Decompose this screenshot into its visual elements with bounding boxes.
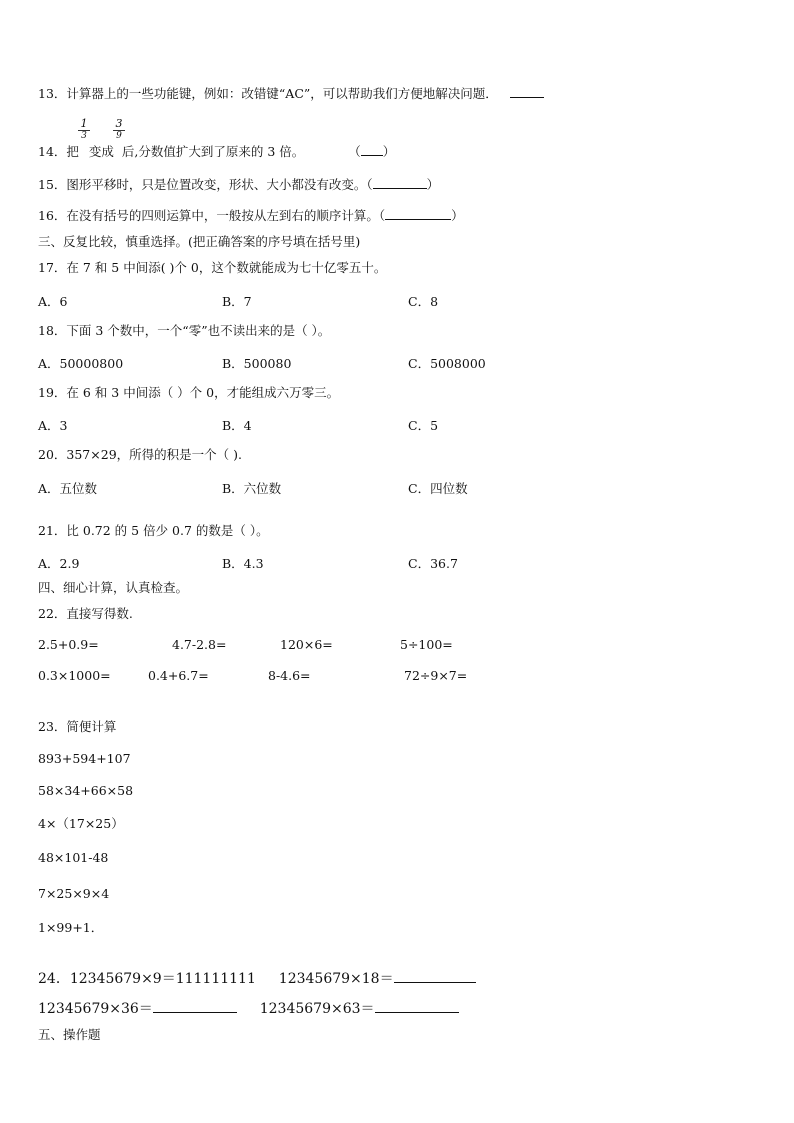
question-24-line-2: 12345679×36＝ 12345679×63＝ — [38, 1000, 459, 1017]
question-23-title: 23．简便计算 — [38, 719, 117, 734]
question-24-line-1: 24．12345679×9＝111111111 12345679×18＝ — [38, 970, 476, 987]
question-14: 14．把 变成 后,分数值扩大到了原来的 3 倍。 （ ） — [38, 144, 396, 159]
section-4-title: 四、细心计算，认真检查。 — [38, 580, 189, 595]
calc-item: 72÷9×7= — [404, 668, 468, 683]
option-b[interactable]: B．500080 — [222, 356, 292, 371]
option-b[interactable]: B．4 — [222, 418, 252, 433]
option-a[interactable]: A．3 — [38, 418, 68, 433]
calc-item: 8-4.6= — [268, 668, 311, 683]
option-c[interactable]: C．36.7 — [408, 556, 458, 571]
question-16: 16．在没有括号的四则运算中，一般按从左到右的顺序计算。（ ） — [38, 208, 464, 223]
option-c[interactable]: C．5008000 — [408, 356, 486, 371]
answer-blank[interactable] — [385, 207, 451, 220]
calc-item: 2.5+0.9= — [38, 637, 99, 652]
option-a[interactable]: A．6 — [38, 294, 68, 309]
calc-item: 120×6= — [280, 637, 333, 652]
option-b[interactable]: B．7 — [222, 294, 252, 309]
option-a[interactable]: A．五位数 — [38, 481, 98, 496]
question-15: 15．图形平移时，只是位置改变，形状、大小都没有改变。（ ） — [38, 177, 440, 192]
question-13-text: 13．计算器上的一些功能键，例如：改错键“AC”，可以帮助我们方便地解决问题． — [38, 86, 498, 101]
calc-item: 0.3×1000= — [38, 668, 111, 683]
option-b[interactable]: B．4.3 — [222, 556, 264, 571]
option-c[interactable]: C．5 — [408, 418, 439, 433]
simplify-item: 48×101-48 — [38, 850, 109, 865]
section-5-title: 五、操作题 — [38, 1027, 101, 1042]
simplify-item: 893+594+107 — [38, 751, 131, 766]
question-20: 20．357×29，所得的积是一个（ ). — [38, 447, 242, 462]
option-c[interactable]: C．四位数 — [408, 481, 468, 496]
question-21: 21．比 0.72 的 5 倍少 0.7 的数是（ ）。 — [38, 523, 269, 538]
answer-blank[interactable] — [394, 970, 476, 983]
answer-blank[interactable] — [510, 85, 544, 98]
question-18: 18．下面 3 个数中，一个“零”也不读出来的是（ ）。 — [38, 323, 331, 338]
simplify-item: 4×（17×25） — [38, 816, 124, 831]
section-3-title: 三、反复比较，慎重选择。(把正确答案的序号填在括号里) — [38, 234, 361, 249]
question-22-title: 22．直接写得数. — [38, 606, 133, 621]
simplify-item: 1×99+1． — [38, 920, 104, 935]
answer-blank[interactable] — [361, 143, 383, 156]
calc-item: 0.4+6.7= — [148, 668, 209, 683]
calc-item: 5÷100= — [400, 637, 453, 652]
fraction-one-third: 1 3 — [78, 118, 90, 141]
option-a[interactable]: A．2.9 — [38, 556, 80, 571]
calc-item: 4.7-2.8= — [172, 637, 227, 652]
simplify-item: 7×25×9×4 — [38, 886, 110, 901]
question-19: 19．在 6 和 3 中间添（ ）个 0，才能组成六万零三。 — [38, 385, 340, 400]
simplify-item: 58×34+66×58 — [38, 783, 134, 798]
answer-blank[interactable] — [375, 1000, 459, 1013]
answer-blank[interactable] — [373, 176, 427, 189]
fraction-three-ninths: 3 9 — [113, 118, 125, 141]
question-13 — [38, 85, 544, 102]
answer-blank[interactable] — [153, 1000, 237, 1013]
question-17: 17．在 7 和 5 中间添( )个 0，这个数就能成为七十亿零五十。 — [38, 260, 387, 275]
option-c[interactable]: C．8 — [408, 294, 439, 309]
option-a[interactable]: A．50000800 — [38, 356, 124, 371]
option-b[interactable]: B．六位数 — [222, 481, 282, 496]
